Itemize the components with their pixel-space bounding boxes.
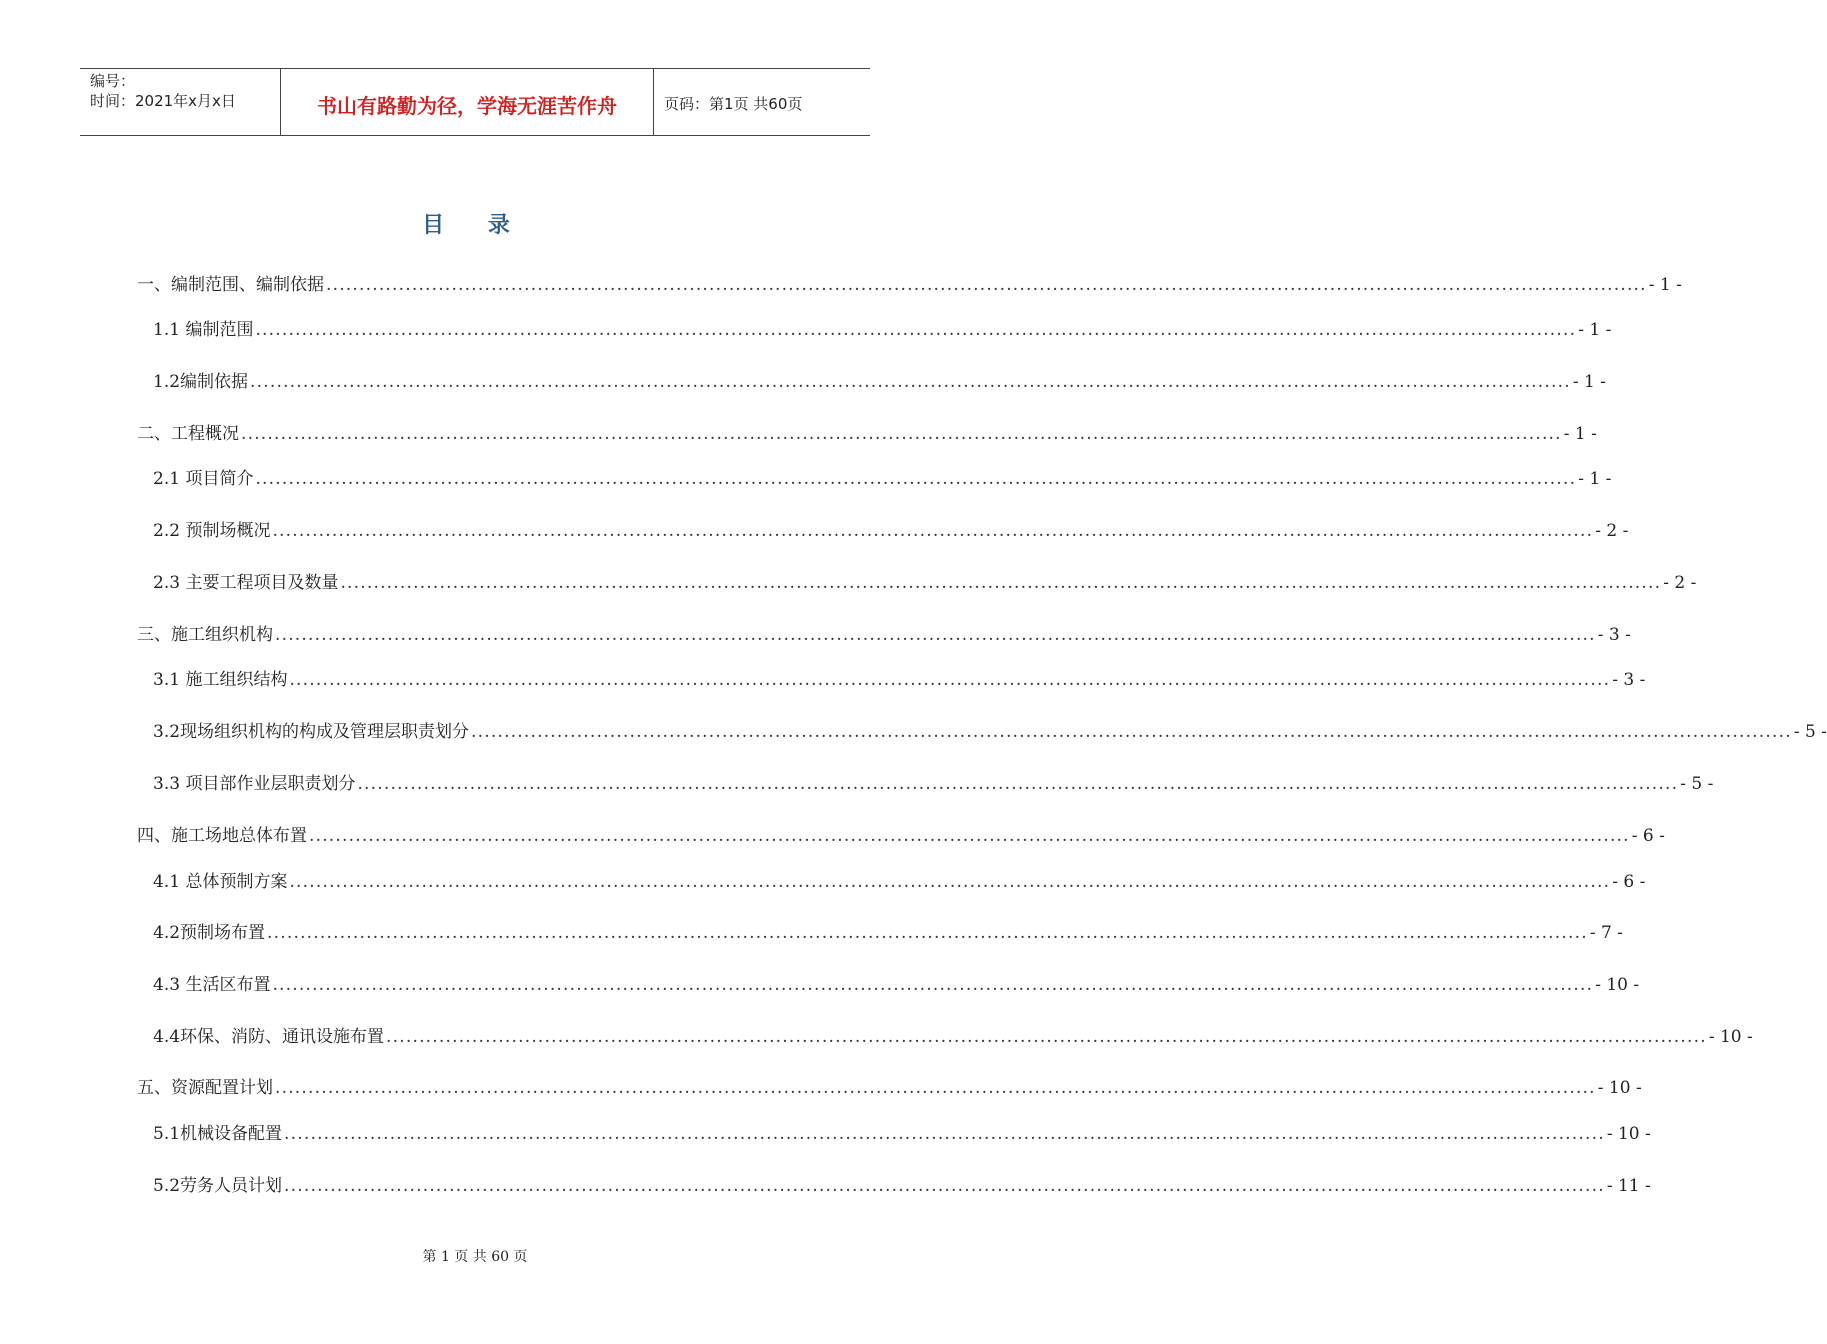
- toc-entry-page: - 3 -: [1612, 670, 1646, 690]
- toc-entry-label: 4.3 生活区布置: [153, 975, 271, 995]
- toc-entry[interactable]: [153, 870, 1646, 894]
- toc-dot-leader: ........................................................................................................................................................................................................: [326, 275, 1647, 295]
- toc-entry-page: - 1 -: [1578, 469, 1612, 489]
- toc-dot-leader: ........................................................................................................................................................................................................: [357, 774, 1679, 794]
- toc-dot-leader: ........................................................................................................................................................................................................: [255, 469, 1577, 489]
- toc-entry[interactable]: [137, 623, 1631, 647]
- toc-entry[interactable]: [153, 519, 1629, 543]
- toc-entry-page: - 10 -: [1708, 1027, 1753, 1047]
- toc-entry-page: - 7 -: [1589, 923, 1623, 943]
- toc-title: 目 录: [422, 213, 528, 238]
- toc-entry-page: - 5 -: [1793, 722, 1827, 742]
- toc-entry[interactable]: [153, 1025, 1753, 1049]
- toc-dot-leader: ........................................................................................................................................................................................................: [255, 320, 1577, 340]
- toc-dot-leader: ........................................................................................................................................................................................................: [267, 923, 1588, 943]
- toc-entry[interactable]: [137, 273, 1682, 297]
- toc-dot-leader: ........................................................................................................................................................................................................: [471, 722, 1792, 742]
- toc-entry[interactable]: [153, 571, 1697, 595]
- toc-entry-page: - 10 -: [1595, 975, 1640, 995]
- toc-dot-leader: ........................................................................................................................................................................................................: [250, 372, 1571, 392]
- toc-entry-page: - 1 -: [1648, 275, 1682, 295]
- toc-entry-label: 4.1 总体预制方案: [153, 872, 288, 892]
- toc-entry-page: - 1 -: [1563, 424, 1597, 444]
- toc-dot-leader: ........................................................................................................................................................................................................: [289, 872, 1611, 892]
- toc-entry-label: 2.1 项目简介: [153, 469, 254, 489]
- toc-entry[interactable]: [153, 370, 1606, 394]
- toc-entry-label: 5.2劳务人员计划: [153, 1176, 283, 1196]
- toc-entry-label: 五、资源配置计划: [137, 1078, 273, 1098]
- toc-entry-label: 二、工程概况: [137, 424, 239, 444]
- header-motto: 书山有路勤为径，学海无涯苦作舟: [281, 69, 654, 135]
- toc-entry-page: - 10 -: [1597, 1078, 1642, 1098]
- toc-entry-page: - 11 -: [1606, 1176, 1651, 1196]
- header-meta-cell: [80, 69, 281, 135]
- toc-entry[interactable]: [137, 422, 1597, 446]
- toc-entry-page: - 6 -: [1631, 826, 1665, 846]
- toc-entry-label: 1.2编制依据: [153, 372, 249, 392]
- toc-entry-page: - 5 -: [1680, 774, 1714, 794]
- toc-dot-leader: ........................................................................................................................................................................................................: [386, 1027, 1707, 1047]
- toc-entry-page: - 3 -: [1597, 625, 1631, 645]
- toc-entry-label: 1.1 编制范围: [153, 320, 254, 340]
- toc-entry-label: 2.2 预制场概况: [153, 521, 271, 541]
- toc-entry-label: 5.1机械设备配置: [153, 1124, 283, 1144]
- toc-entry-label: 三、施工组织机构: [137, 625, 273, 645]
- toc-entry-label: 2.3 主要工程项目及数量: [153, 573, 339, 593]
- toc-entry-label: 3.1 施工组织结构: [153, 670, 288, 690]
- header-page-info: 页码：第1页 共60页: [664, 94, 803, 113]
- toc-dot-leader: ........................................................................................................................................................................................................: [309, 826, 1630, 846]
- toc-entry-label: 3.3 项目部作业层职责划分: [153, 774, 356, 794]
- toc-entry-page: - 1 -: [1572, 372, 1606, 392]
- toc-dot-leader: ........................................................................................................................................................................................................: [289, 670, 1611, 690]
- toc-entry-page: - 1 -: [1578, 320, 1612, 340]
- toc-entry[interactable]: [153, 668, 1646, 692]
- toc-entry-label: 4.4环保、消防、通讯设施布置: [153, 1027, 385, 1047]
- toc-dot-leader: ........................................................................................................................................................................................................: [241, 424, 1562, 444]
- toc-entry[interactable]: [153, 318, 1612, 342]
- toc-dot-leader: ........................................................................................................................................................................................................: [340, 573, 1662, 593]
- toc-dot-leader: ........................................................................................................................................................................................................: [275, 1078, 1596, 1098]
- toc-entry-label: 一、编制范围、编制依据: [137, 275, 324, 295]
- toc-entry-page: - 6 -: [1612, 872, 1646, 892]
- toc-dot-leader: ........................................................................................................................................................................................................: [275, 625, 1596, 645]
- toc-entry-label: 4.2预制场布置: [153, 923, 266, 943]
- toc-entry-page: - 2 -: [1663, 573, 1697, 593]
- toc-entry-label: 四、施工场地总体布置: [137, 826, 307, 846]
- toc-entry[interactable]: [153, 772, 1714, 796]
- toc-entry[interactable]: [137, 824, 1665, 848]
- toc-entry-label: 3.2现场组织机构的构成及管理层职责划分: [153, 722, 470, 742]
- document-time-label: 时间：2021年x月x日: [90, 92, 236, 110]
- toc-entry[interactable]: [137, 1076, 1642, 1100]
- toc-entry[interactable]: [153, 921, 1623, 945]
- toc-dot-leader: ........................................................................................................................................................................................................: [272, 975, 1594, 995]
- toc-entry[interactable]: [153, 467, 1612, 491]
- page-footer: 第 1 页 共 60 页: [422, 1249, 528, 1265]
- toc-dot-leader: ........................................................................................................................................................................................................: [284, 1124, 1605, 1144]
- document-number-label: 编号：: [90, 72, 136, 90]
- toc-dot-leader: ........................................................................................................................................................................................................: [272, 521, 1594, 541]
- document-header: [80, 68, 870, 136]
- toc-entry[interactable]: [153, 973, 1640, 997]
- toc-entry-page: - 10 -: [1606, 1124, 1651, 1144]
- toc-entry[interactable]: [153, 1122, 1651, 1146]
- toc-entry-page: - 2 -: [1595, 521, 1629, 541]
- toc-entry[interactable]: [153, 720, 1827, 744]
- toc-dot-leader: ........................................................................................................................................................................................................: [284, 1176, 1605, 1196]
- toc-entry[interactable]: [153, 1174, 1651, 1198]
